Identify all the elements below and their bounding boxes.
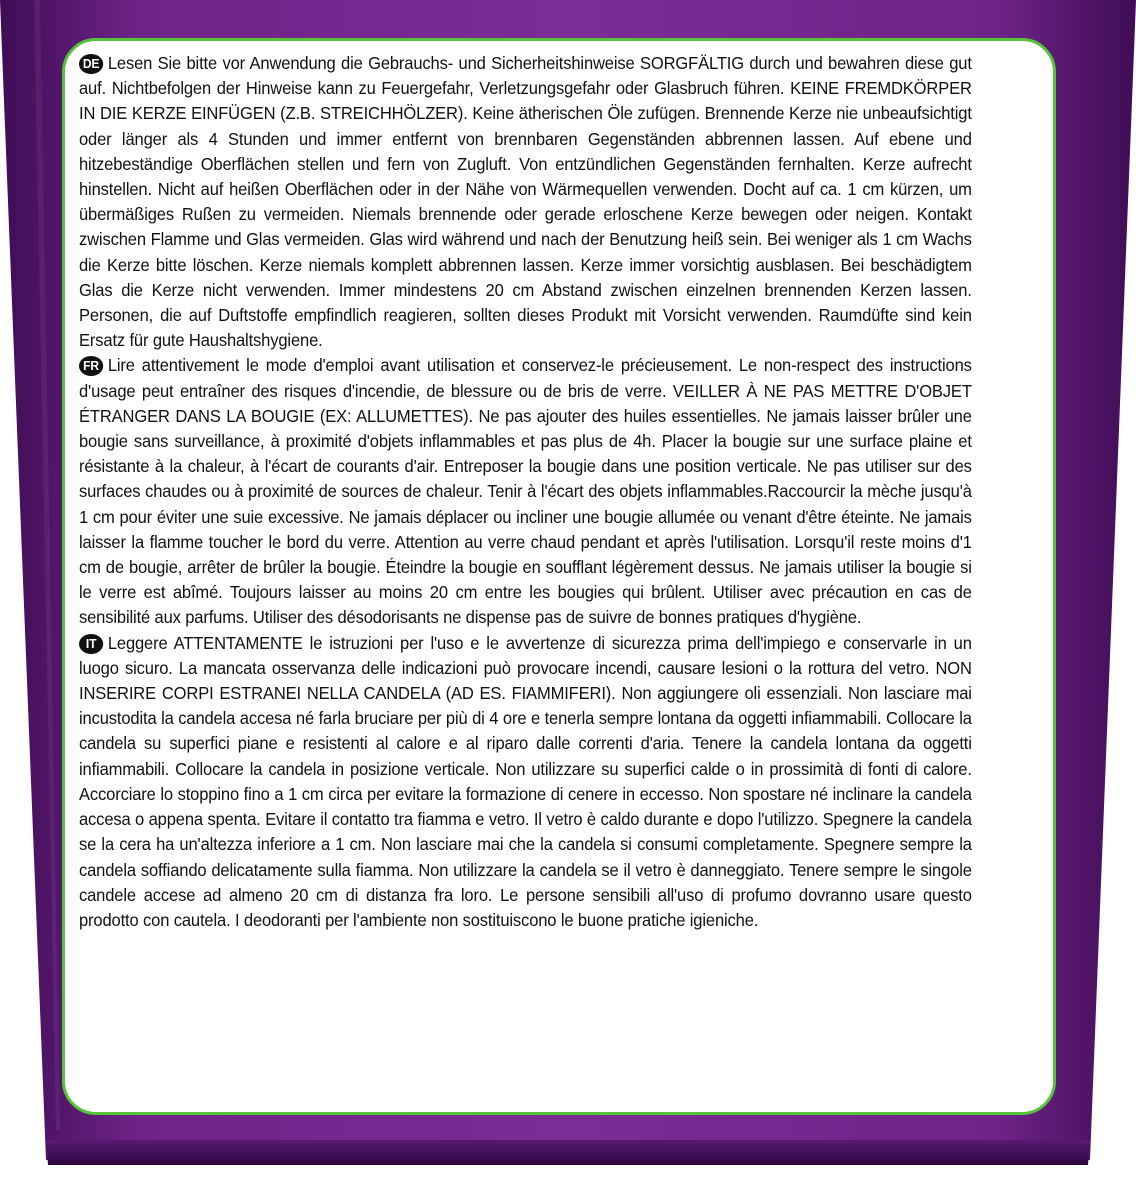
section-fr-text: Lire attentivement le mode d'emploi avant utilisation et conservez-le précieusement. Le non-respect des instructions d'usage peut entraîner des risques d'incendie, de blessure ou de bris de verre. VEILLER À NE PAS METTRE D'OBJET ÉTRANGER DANS LA BOUGIE (EX: ALLUMETTES). Ne pas ajouter des huiles essentielles. Ne jamais laisser brûler une bougie sans surveillance, à proximité d'objets inflammables et pas plus de 4h. Placer la bougie sur une surface plaine et résistante à la chaleur, à l'écart de courants d'air. Entreposer la bougie dans une position verticale. Ne pas utiliser sur des surfaces chaudes ou à proximité de sources de chaleur. Tenir à l'écart des objets inflammables.Raccourcir la mèche jusqu'à 1 cm pour éviter une suie excessive. Ne jamais déplacer ou incliner une bougie allumée ou venant d'être éteinte. Ne jamais laisser la flamme toucher le bord du verre. Attention au verre chaud pendant et après l'utilisation. Lorsqu'il reste moins d'1 cm de bougie, arrêter de brûler la bougie. Éteindre la bougie en soufflant légèrement dessus. Ne jamais utiliser la bougie si le verre est abîmé. Toujours laisser au moins 20 cm entre les bougies qui brûlent. Utiliser avec précaution en cas de sensibilité aux parfums. Utiliser des désodorisants ne dispense pas de suivre de bonnes pratiques d'hygiène.: [79, 355, 972, 628]
section-de: [79, 51, 972, 353]
section-de-text: Lesen Sie bitte vor Anwendung die Gebrauchs- und Sicherheitshinweise SORGFÄLTIG durch und bewahren diese gut auf. Nichtbefolgen der Hinweise kann zu Feuergefahr, Verletzungsgefahr oder Glasbruch führen. KEINE FREMDKÖRPER IN DIE KERZE EINFÜGEN (Z.B. STREICHHÖLZER). Keine ätherischen Öle zufügen. Brennende Kerze nie unbeaufsichtigt oder länger als 4 Stunden und immer entfernt von brennbaren Gegenständen abbrennen lassen. Auf ebene und hitzebeständige Oberflächen stellen und fern von Zugluft. Von entzündlichen Gegenständen fernhalten. Kerze aufrecht hinstellen. Nicht auf heißen Oberflächen oder in der Nähe von Wärmequellen verwenden. Docht auf ca. 1 cm kürzen, um übermäßiges Rußen zu vermeiden. Niemals brennende oder gerade erloschene Kerze bewegen oder neigen. Kontakt zwischen Flamme und Glas vermeiden. Glas wird während und nach der Benutzung heiß sein. Bei weniger als 1 cm Wachs die Kerze bitte löschen. Kerze niemals komplett abbrennen lassen. Kerze immer vorsichtig ausblasen. Bei beschädigtem Glas die Kerze nicht verwenden. Immer mindestens 20 cm Abstand zwischen einzelnen brennenden Kerzen lassen. Personen, die auf Duftstoffe empfindlich reagieren, sollten dieses Produkt mit Vorsicht verwenden. Raumdüfte sind kein Ersatz für gute Haushaltshygiene.: [79, 53, 972, 351]
section-it: [79, 631, 972, 933]
section-fr: [79, 353, 972, 630]
instructions-text: [79, 51, 972, 933]
language-badge-it: IT: [79, 634, 103, 654]
language-badge-fr: FR: [79, 356, 103, 376]
instructions-panel: [62, 38, 1056, 1115]
section-it-text: Leggere ATTENTAMENTE le istruzioni per l'uso e le avvertenze di sicurezza prima dell'impiego e conservarle in un luogo sicuro. La mancata osservanza delle indicazioni può provocare incendi, causare lesioni o la rottura del vetro. NON INSERIRE CORPI ESTRANEI NELLA CANDELA (AD ES. FIAMMIFERI). Non aggiungere oli essenziali. Non lasciare mai incustodita la candela accesa né farla bruciare per più di 4 ore e tenerla sempre lontana da oggetti infiammabili. Collocare la candela su superfici piane e resistenti al calore e al riparo dalle correnti d'aria. Tenere la candela lontana da oggetti infiammabili. Collocare la candela in posizione verticale. Non utilizzare su superfici calde o in prossimità di fonti di calore. Accorciare lo stoppino fino a 1 cm circa per evitare la formazione di cenere in eccesso. Non spostare né inclinare la candela accesa o appena spenta. Evitare il contatto tra fiamma e vetro. Il vetro è caldo durante e dopo l'utilizzo. Spegnere la candela se la cera ha un'altezza inferiore a 1 cm. Non lasciare mai che la candela si consumi completamente. Spegnere sempre la candela soffiando delicatamente sulla fiamma. Non utilizzare la candela se il vetro è danneggiato. Tenere sempre le singole candele accese ad almeno 20 cm di distanza fra loro. Le persone sensibili all'uso di profumo dovranno usare questo prodotto con cautela. I deodoranti per l'ambiente non sostituiscono le buone pratiche igieniche.: [79, 632, 972, 930]
language-badge-de: DE: [79, 54, 103, 74]
